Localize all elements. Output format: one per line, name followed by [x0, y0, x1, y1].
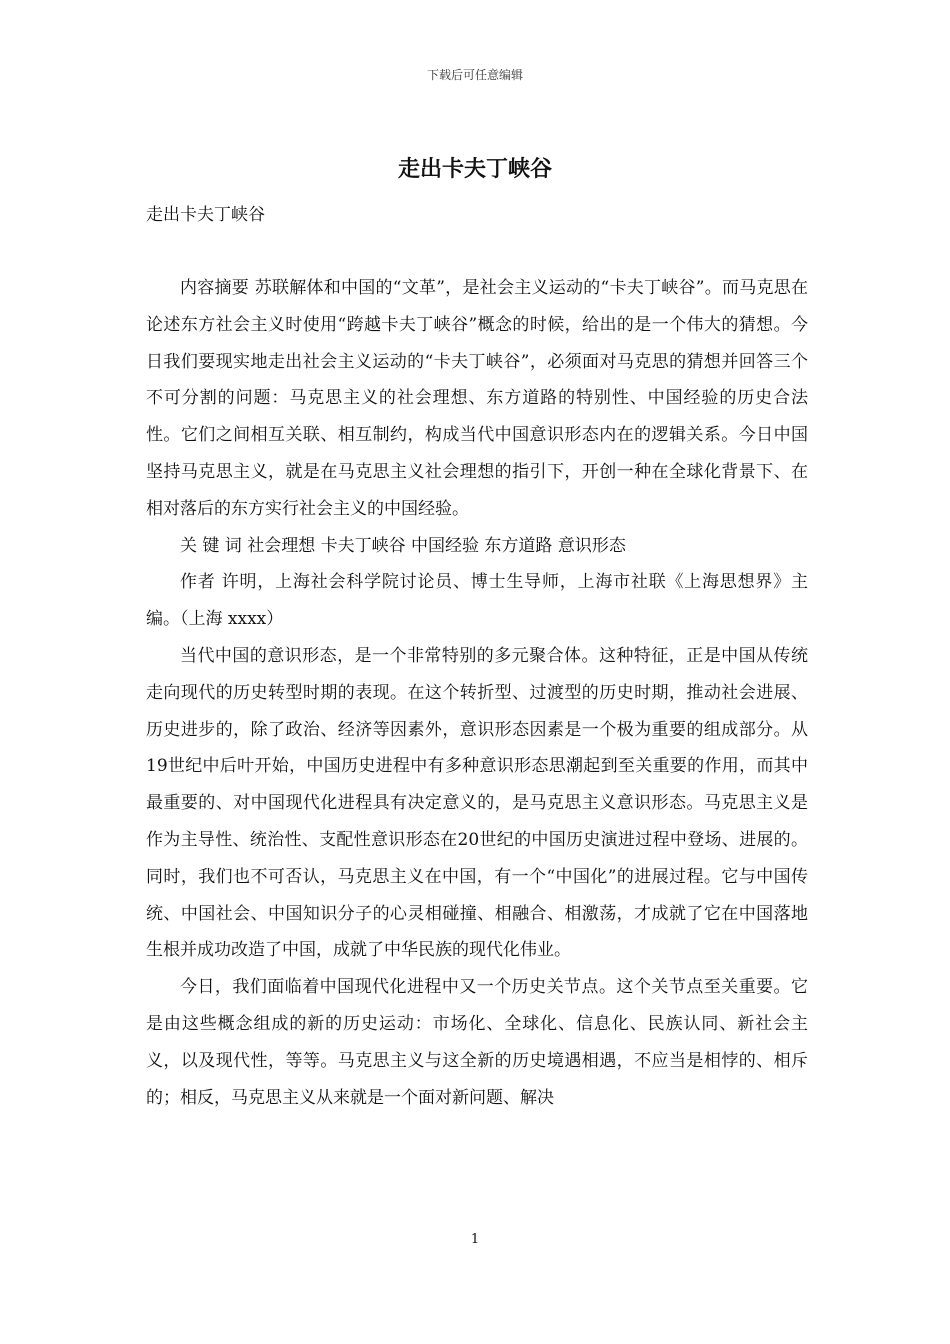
- body-paragraph: 当代中国的意识形态，是一个非常特别的多元聚合体。这种特征，正是中国从传统走向现代的历史转型时期的表现。在这个转折型、过渡型的历史时期，推动社会进展、历史进步的，除了政治、经济等因素外，意识形态因素是一个极为重要的组成部分。从19世纪中后叶开始，中国历史进程中有多种意识形态思潮起到至关重要的作用，而其中最重要的、对中国现代化进程具有决定意义的，是马克思主义意识形态。马克思主义是作为主导性、统治性、支配性意识形态在20世纪的中国历史演进过程中登场、进展的。同时，我们也不可否认，马克思主义在中国，有一个“中国化”的进展过程。它与中国传统、中国社会、中国知识分子的心灵相碰撞、相融合、相激荡，才成就了它在中国落地生根并成功改造了中国，成就了中华民族的现代化伟业。: [146, 645, 808, 961]
- page-number: 1: [470, 1232, 480, 1247]
- abstract-paragraph: 内容摘要 苏联解体和中国的“文革”，是社会主义运动的“卡夫丁峡谷”。而马克思在论述东方社会主义时使用“跨越卡夫丁峡谷”概念的时候，给出的是一个伟大的猜想。今日我们要现实地走出社会主义运动的“卡夫丁峡谷”，必须面对马克思的猜想并回答三个不可分割的问题：马克思主义的社会理想、东方道路的特别性、中国经验的历史合法性。它们之间相互关联、相互制约，构成当代中国意识形态内在的逻辑关系。今日中国坚持马克思主义，就是在马克思主义社会理想的指引下，开创一种在全球化背景下、在相对落后的东方实行社会主义的中国经验。: [146, 278, 808, 519]
- document-title: 走出卡夫丁峡谷: [397, 157, 552, 182]
- body-paragraph: 今日，我们面临着中国现代化进程中又一个历史关节点。这个关节点至关重要。它是由这些概念组成的新的历史运动：市场化、全球化、信息化、民族认同、新社会主义，以及现代性，等等。马克思主义与这全新的历史境遇相遇，不应当是相悖的、相斥的；相反，马克思主义从来就是一个面对新问题、解决: [146, 977, 808, 1108]
- document-subtitle: 走出卡夫丁峡谷: [146, 205, 265, 225]
- author-paragraph: 作者 许明，上海社会科学院讨论员、博士生导师，上海市社联《上海思想界》主编。（上海 xxxx）: [146, 572, 808, 630]
- keywords-paragraph: 关 键 词 社会理想 卡夫丁峡谷 中国经验 东方道路 意识形态: [180, 535, 626, 556]
- document-body: [146, 270, 808, 1116]
- page-header: 下载后可任意编辑: [426, 68, 523, 82]
